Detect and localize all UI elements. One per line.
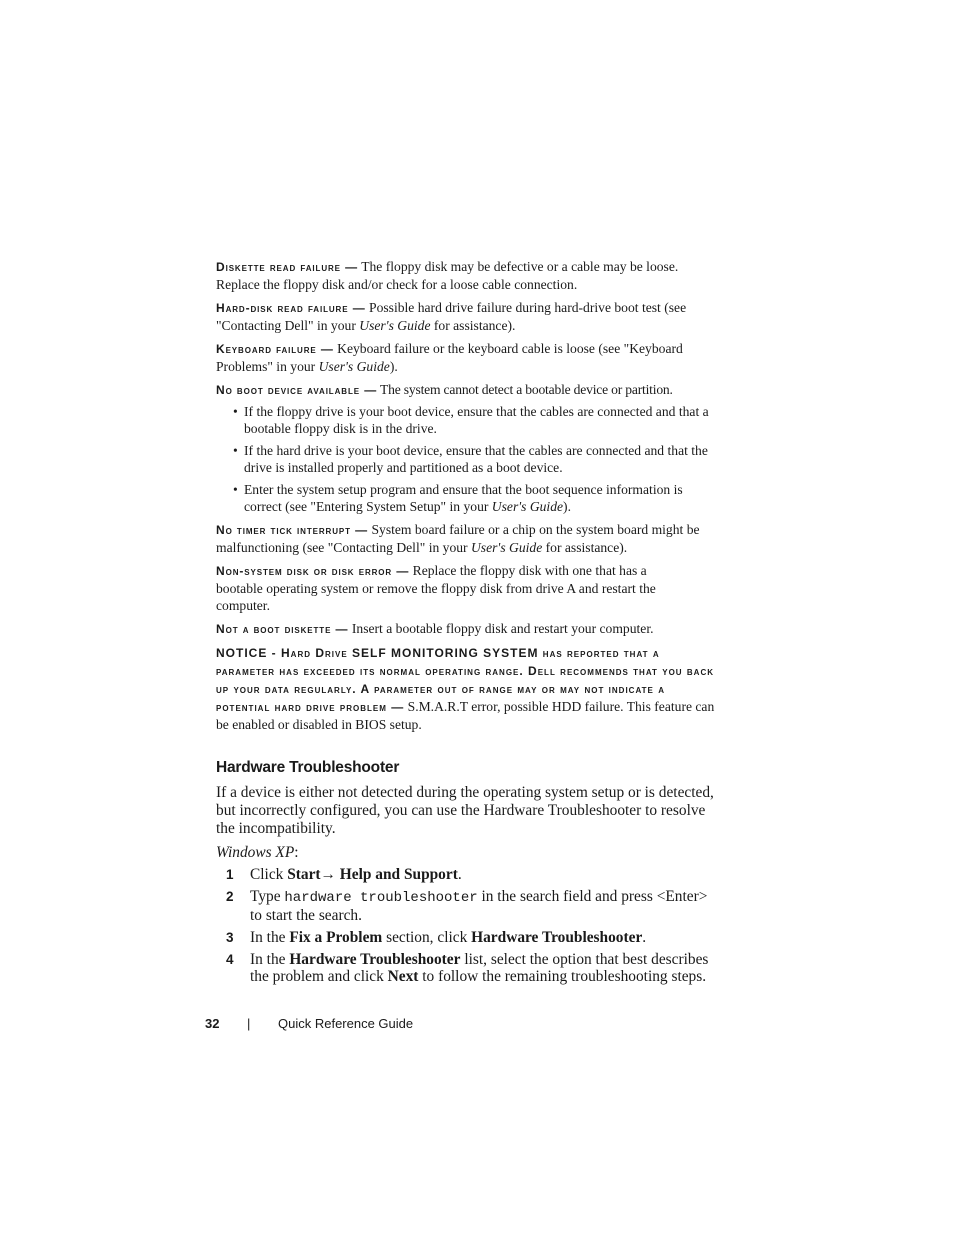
error-term: Non-system disk or disk error — [216,564,410,578]
step-number: 3 [226,930,234,945]
error-not-a-boot-diskette [216,620,716,638]
error-description: The system cannot detect a bootable device or partition. [377,382,673,397]
bullet-text-end: ). [563,499,571,514]
step-item [216,888,716,924]
ui-label-next: Next [387,968,419,985]
error-non-system-disk [216,562,696,614]
error-diskette-read-failure [216,258,716,293]
step-number: 4 [226,952,234,967]
os-label-colon: : [294,844,299,861]
guide-reference: User's Guide [318,359,390,374]
page-content [216,258,716,990]
step-item [216,951,716,985]
error-hard-disk-read-failure [216,299,716,334]
section-intro: If a device is either not detected during the operating system setup or is detected, but incorrectly configured, you can use the Hardware Troubleshooter to resolve the incompatibility. [216,784,714,837]
step-item [216,929,716,946]
error-description: Replace the floppy disk with one that has a bootable operating system or remove the floppy disk from drive A and restart the computer. [216,563,656,613]
step-number: 2 [226,889,234,904]
step-text-end: . [642,929,647,946]
page-number: 32 [205,1016,220,1031]
os-label-line [216,844,716,862]
step-text-mid: list, select the option that best describes the problem and click [250,951,709,985]
list-item [216,403,716,437]
error-description: Keyboard failure or the keyboard cable is loose (see "Keyboard Problems" in your [216,341,683,374]
section-heading: Hardware Troubleshooter [216,759,400,776]
bullet-text: If the floppy drive is your boot device, ensure that the cables are connected and that a bootable floppy disk is in the drive. [244,404,709,436]
notice-term: NOTICE - Hard Drive SELF MONITORING SYSTEM has reported that a parameter has exceeded its normal operating range. Dell recommends that you back up your data regularly. A parameter out of range may or may not indicate a potential hard drive problem — [216,646,715,714]
guide-reference: User's Guide [491,499,564,514]
ui-label-hardware-troubleshooter: Hardware Troubleshooter [289,951,461,968]
search-term-code: hardware troubleshooter [284,890,478,906]
step-text: In the [250,929,290,946]
error-term: No timer tick interrupt — [216,523,369,537]
step-number: 1 [226,867,234,882]
ui-label-start: Start [287,866,321,883]
step-text-end: in the search field and press <Enter> to start the search. [250,888,708,924]
error-description: Possible hard drive failure during hard-drive boot test (see "Contacting Dell" in your [216,300,687,333]
step-text: Type [250,888,285,905]
guide-reference: User's Guide [470,540,543,555]
error-description-end: ). [389,359,398,374]
error-term: Keyboard failure — [216,342,334,356]
error-description: System board failure or a chip on the system board might be malfunctioning (see "Contacting Dell" in your [216,522,700,555]
list-item [216,442,716,476]
error-no-boot-device [216,381,716,399]
error-description-end: for assistance). [430,318,516,333]
error-description-end: for assistance). [542,540,628,555]
error-description: Insert a bootable floppy disk and restart your computer. [348,621,654,636]
document-title: Quick Reference Guide [278,1016,414,1031]
step-text-mid: section, click [382,929,472,946]
arrow-icon: → [320,866,340,883]
error-term: Not a boot diskette — [216,622,349,636]
ui-label-fix-a-problem: Fix a Problem [289,929,383,946]
ui-label-help-and-support: Help and Support [339,866,458,883]
boot-device-bullet-list [216,403,716,515]
error-term: Hard-disk read failure — [216,301,366,315]
step-text: Click [250,866,288,883]
error-keyboard-failure [216,340,716,375]
step-text: In the [250,951,290,968]
step-text-end: . [457,866,462,883]
step-item [216,866,716,883]
error-no-timer-tick [216,521,716,556]
list-item [216,481,716,515]
error-description: The floppy disk may be defective or a cable may be loose. Replace the floppy disk and/or check for a loose cable connection. [216,259,679,292]
error-term: No boot device available — [216,383,378,397]
notice-description: S.M.A.R.T error, possible HDD failure. This feature can be enabled or disabled in BIOS setup. [216,699,715,732]
guide-reference: User's Guide [359,318,431,333]
ui-label-hardware-troubleshooter: Hardware Troubleshooter [471,929,643,946]
footer-separator: | [247,1016,251,1031]
os-label: Windows XP [216,844,295,861]
bullet-text: Enter the system setup program and ensure that the boot sequence information is correct (see "Entering System Setup" in your [244,482,683,514]
error-term: Diskette read failure — [216,260,359,274]
troubleshooter-steps [216,866,716,985]
smart-notice [216,644,716,733]
step-text-end: to follow the remaining troubleshooting steps. [418,968,707,985]
bullet-text: If the hard drive is your boot device, ensure that the cables are connected and that the drive is installed properly and partitioned as a boot device. [244,443,708,475]
